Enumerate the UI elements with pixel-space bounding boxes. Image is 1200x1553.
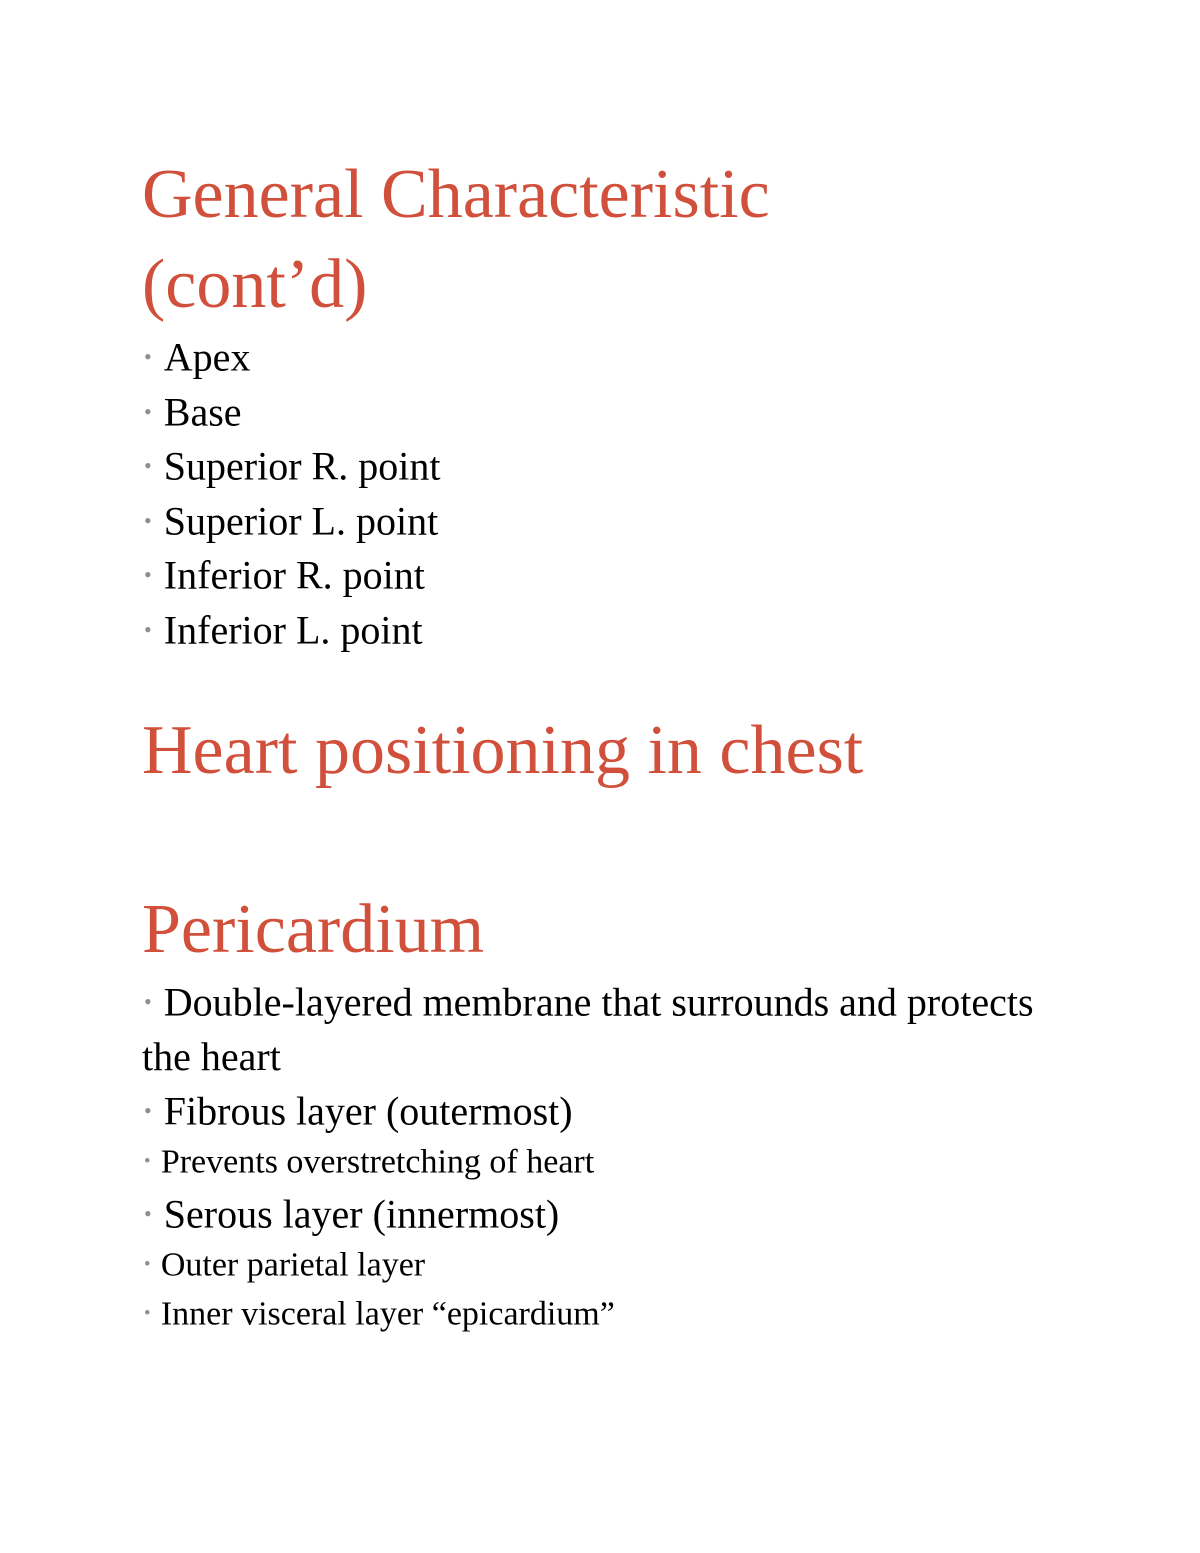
list-item: • Base [142, 385, 440, 440]
list-item: • Serous layer (innermost) [142, 1187, 1062, 1242]
bullet-icon: • [144, 1200, 152, 1226]
list-item: • Outer parietal layer [142, 1241, 1062, 1290]
list-item: • Fibrous layer (outermost) [142, 1084, 1062, 1139]
bullet-icon: • [144, 616, 152, 642]
bullet-icon: • [144, 453, 152, 479]
bullet-icon: • [144, 398, 152, 424]
section-title-pericardium: Pericardium [142, 891, 485, 968]
pericardium-list [142, 975, 1062, 1339]
bullet-icon: • [144, 989, 152, 1014]
list-item: • Superior L. point [142, 494, 440, 549]
bullet-icon: • [144, 1097, 152, 1123]
list-item: • Inferior L. point [142, 603, 440, 658]
title-line-2: (cont’d) [142, 246, 368, 323]
bullet-icon: • [144, 344, 152, 369]
bullet-icon: • [144, 562, 152, 588]
section-title-general-characteristic [142, 150, 770, 330]
title-line-1: General Characteristic [142, 156, 770, 233]
list-item: • Apex [142, 330, 440, 385]
characteristic-list [142, 330, 440, 658]
list-item: • Double-layered membrane that surrounds and protects the heart [142, 975, 1062, 1084]
list-item: • Prevents overstretching of heart [142, 1138, 1062, 1187]
bullet-icon: • [144, 1254, 151, 1276]
bullet-icon: • [144, 507, 152, 533]
bullet-icon: • [144, 1151, 151, 1173]
bullet-icon: • [144, 1303, 151, 1324]
section-title-heart-positioning: Heart positioning in chest [142, 712, 864, 789]
list-item: • Superior R. point [142, 439, 440, 494]
list-item: • Inferior R. point [142, 548, 440, 603]
list-item: • Inner visceral layer “epicardium” [142, 1290, 1062, 1339]
